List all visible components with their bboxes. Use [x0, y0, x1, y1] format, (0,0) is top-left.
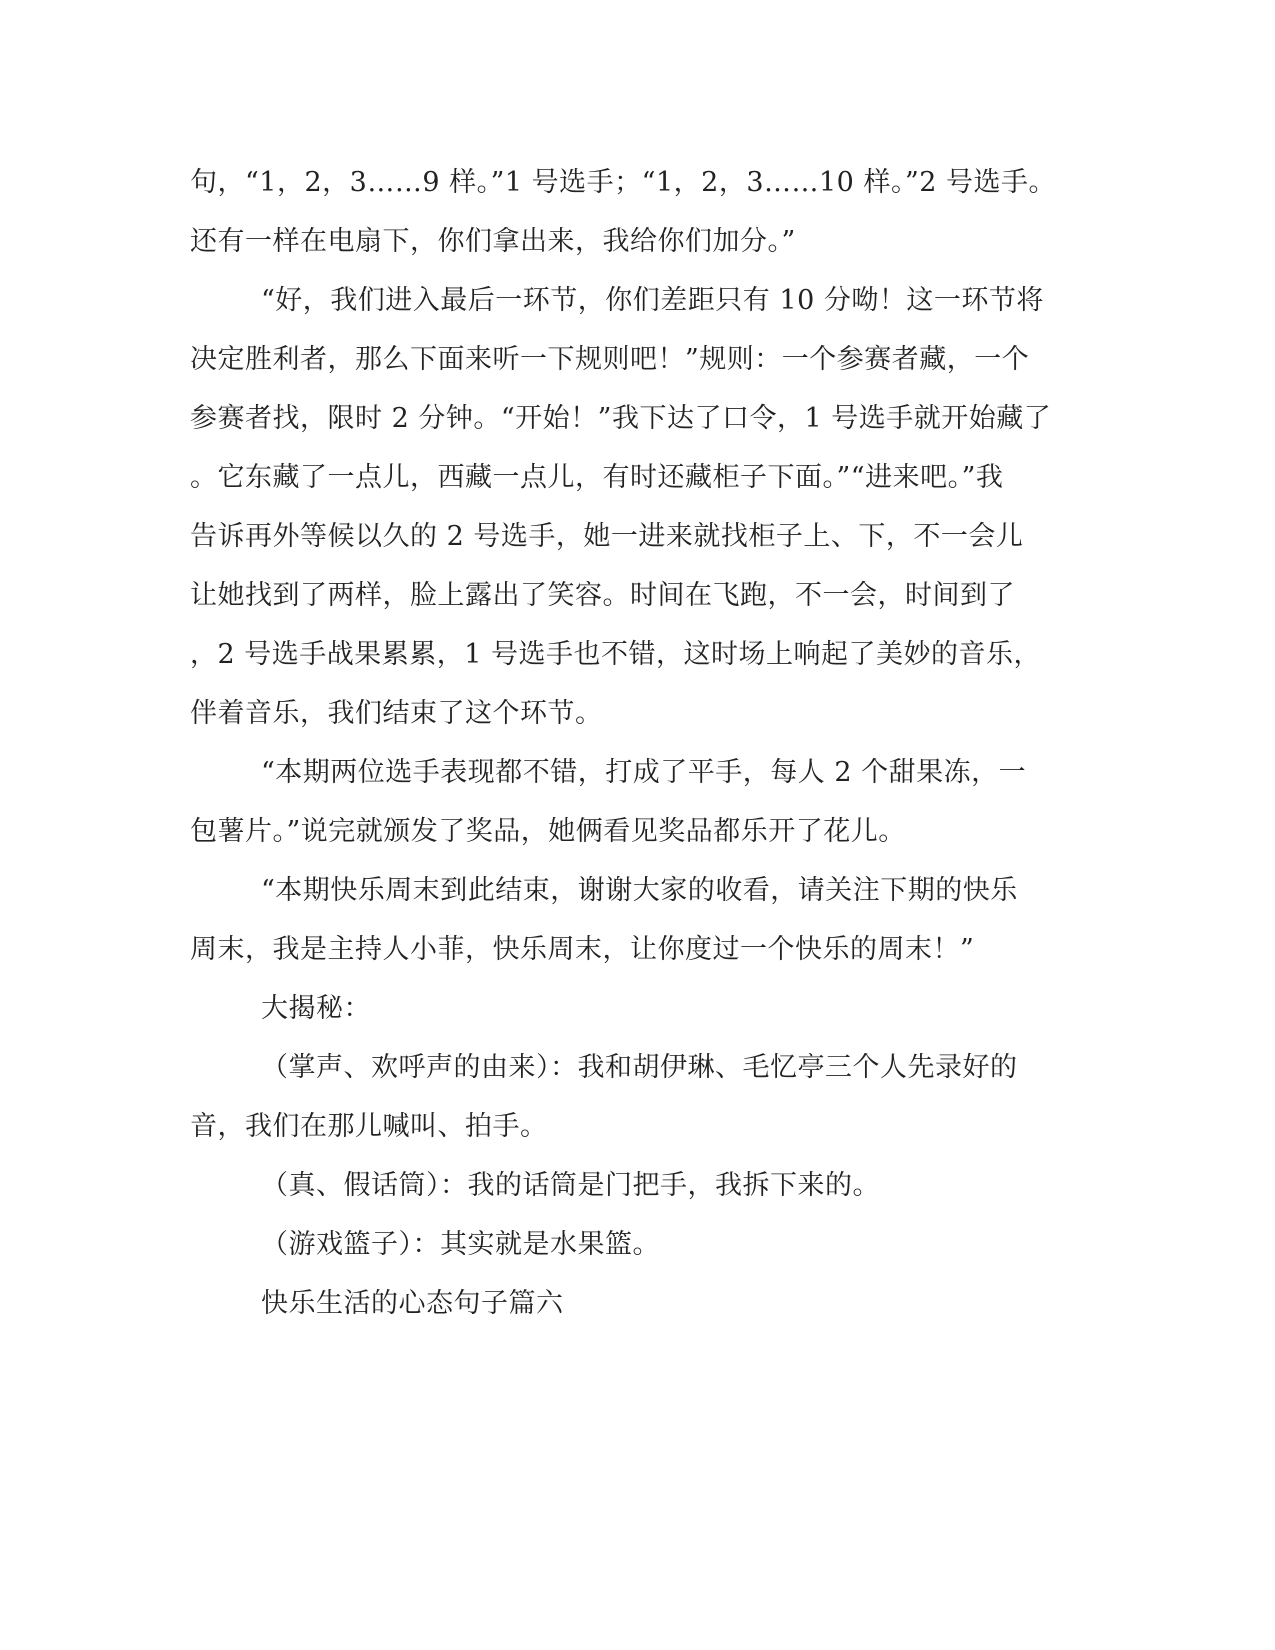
text-line: 大揭秘： — [261, 993, 371, 1024]
text-line: 句，“1，2，3……9 样。”1 号选手；“1，2，3……10 样。”2 号选手。 — [190, 167, 1057, 198]
text-line: 告诉再外等候以久的 2 号选手，她一进来就找柜子上、下，不一会儿 — [190, 521, 1024, 552]
text-line: （真、假话筒）：我的话筒是门把手，我拆下来的。 — [261, 1170, 880, 1201]
text-line: 包薯片。”说完就颁发了奖品，她俩看见奖品都乐开了花儿。 — [190, 816, 906, 847]
text-line: 伴着音乐，我们结束了这个环节。 — [190, 698, 603, 729]
text-line: ，2 号选手战果累累，1 号选手也不错，这时场上响起了美妙的音乐， — [190, 639, 1042, 670]
text-line: 还有一样在电扇下，你们拿出来，我给你们加分。” — [190, 226, 796, 257]
text-line: （游戏篮子）：其实就是水果篮。 — [261, 1229, 660, 1260]
text-line: 。它东藏了一点儿，西藏一点儿，有时还藏柜子下面。”“进来吧。”我 — [190, 462, 1004, 493]
text-line: “本期快乐周末到此结束，谢谢大家的收看，请关注下期的快乐 — [261, 875, 1018, 906]
text-line: “好，我们进入最后一环节，你们差距只有 10 分呦！这一环节将 — [261, 285, 1044, 316]
text-line: 音，我们在那儿喊叫、拍手。 — [190, 1111, 548, 1142]
text-line: “本期两位选手表现都不错，打成了平手，每人 2 个甜果冻，一 — [261, 757, 1027, 788]
text-line: 周末，我是主持人小菲，快乐周末，让你度过一个快乐的周末！” — [190, 934, 975, 965]
section-heading: 快乐生活的心态句子篇六 — [261, 1288, 564, 1319]
text-line: （掌声、欢呼声的由来）：我和胡伊琳、毛忆亭三个人先录好的 — [261, 1052, 1018, 1083]
text-line: 让她找到了两样，脸上露出了笑容。时间在飞跑，不一会，时间到了 — [190, 580, 1015, 611]
text-line: 参赛者找，限时 2 分钟。“开始！”我下达了口令，1 号选手就开始藏了 — [190, 403, 1052, 434]
text-line: 决定胜利者，那么下面来听一下规则吧！”规则：一个参赛者藏，一个 — [190, 344, 1030, 375]
